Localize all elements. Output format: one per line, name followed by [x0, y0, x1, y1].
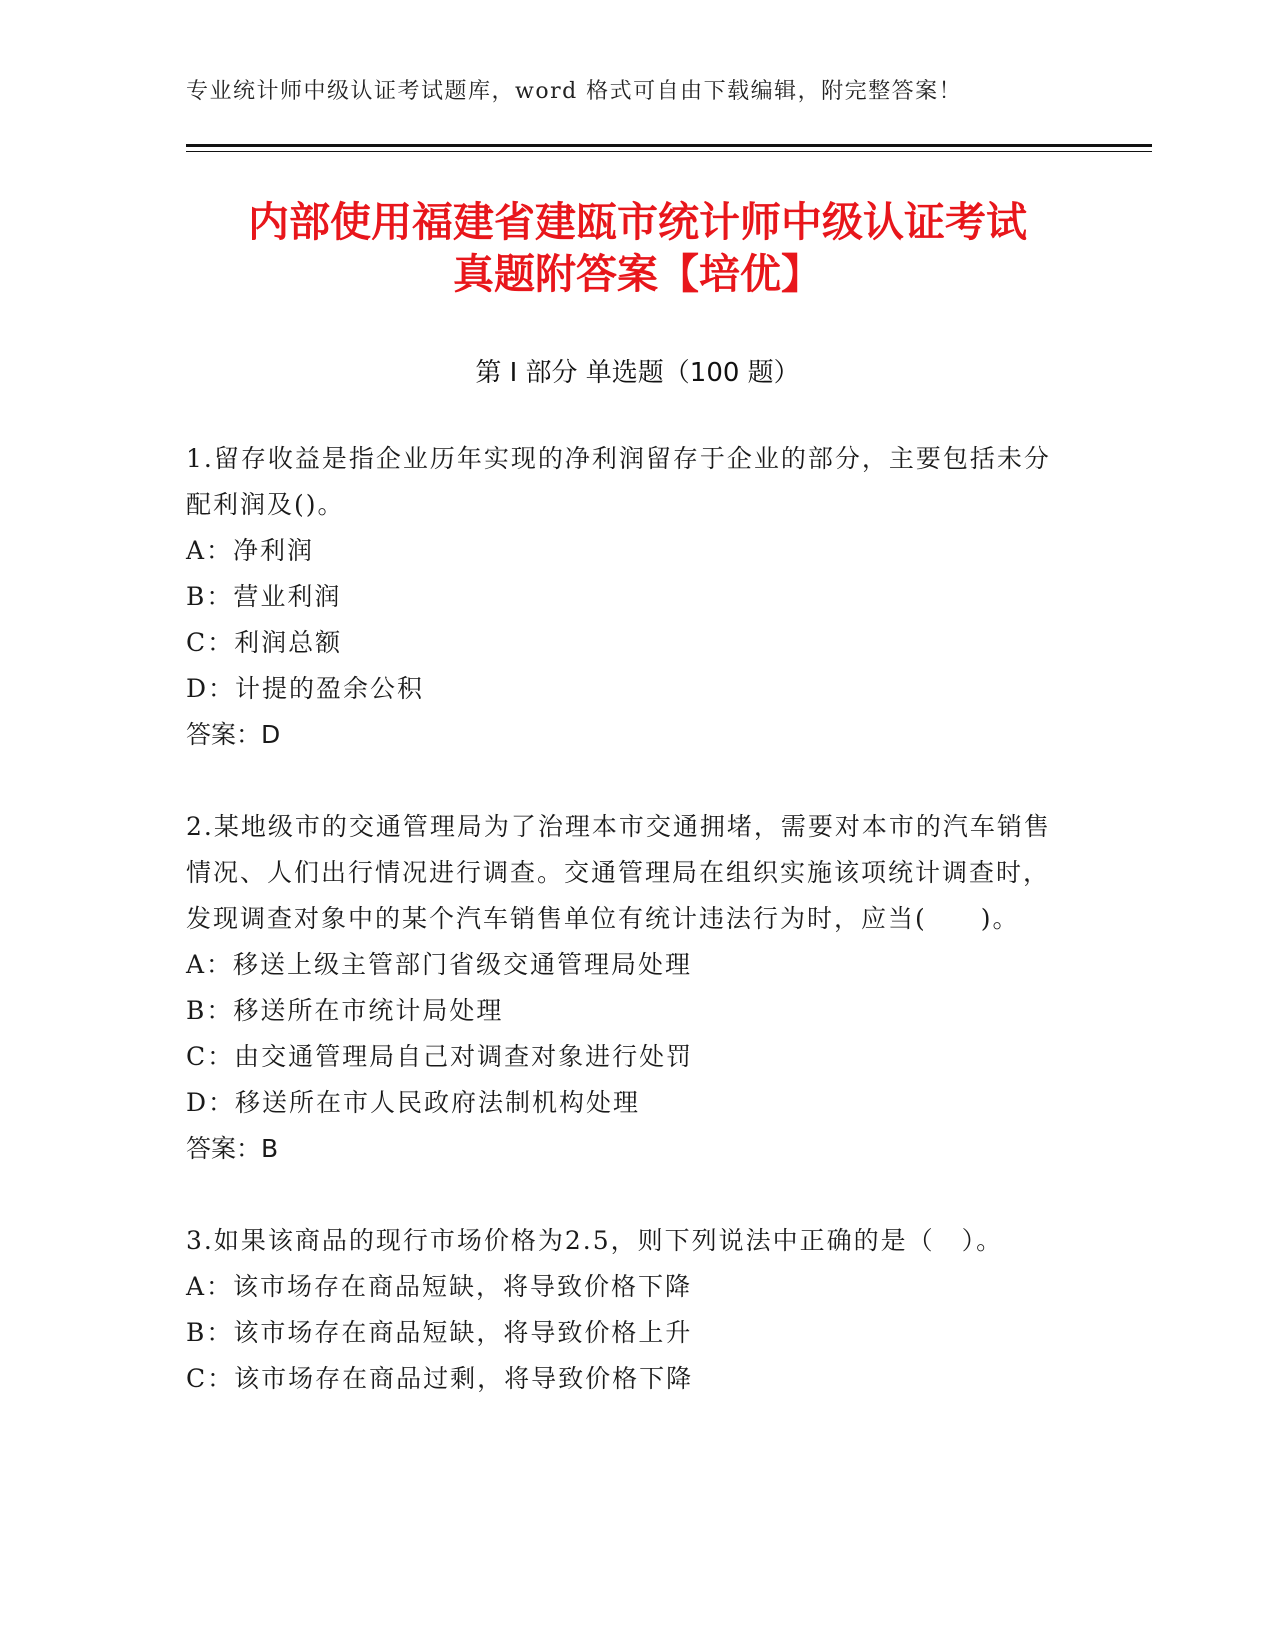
question-list — [186, 436, 1066, 1448]
question-text: 3.如果该商品的现行市场价格为2.5，则下列说法中正确的是（ ）。 — [186, 1226, 1004, 1255]
header-divider-thick — [186, 144, 1152, 147]
option-b: B：营业利润 — [186, 582, 342, 611]
option-b: B：移送所在市统计局处理 — [186, 996, 504, 1025]
section-heading: 第 I 部分 单选题（100 题） — [475, 358, 800, 388]
header-divider-thin — [186, 151, 1152, 152]
option-b: B：该市场存在商品短缺，将导致价格上升 — [186, 1318, 693, 1347]
option-a: A：移送上级主管部门省级交通管理局处理 — [186, 950, 693, 979]
option-c: C：该市场存在商品过剩，将导致价格下降 — [186, 1364, 694, 1393]
answer: 答案：B — [186, 1134, 279, 1163]
option-c: C：利润总额 — [186, 628, 343, 657]
option-c: C：由交通管理局自己对调查对象进行处罚 — [186, 1042, 694, 1071]
document-title — [150, 196, 1125, 300]
header-note: 专业统计师中级认证考试题库，word 格式可自由下载编辑，附完整答案！ — [186, 79, 963, 104]
question-text: 1.留存收益是指企业历年实现的净利润留存于企业的部分，主要包括未分配利润及()。 — [186, 444, 1051, 519]
title-line-2: 真题附答案【培优】 — [453, 250, 822, 298]
title-line-1: 内部使用福建省建瓯市统计师中级认证考试 — [248, 198, 1027, 246]
question-1 — [186, 436, 1066, 758]
question-text: 2.某地级市的交通管理局为了治理本市交通拥堵，需要对本市的汽车销售情况、人们出行情况进行调查。交通管理局在组织实施该项统计调查时，发现调查对象中的某个汽车销售单位有统计违法行为时，应当( )。 — [186, 812, 1051, 933]
option-d: D：计提的盈余公积 — [186, 674, 425, 703]
option-a: A：净利润 — [186, 536, 315, 565]
question-3 — [186, 1218, 1066, 1402]
option-a: A：该市场存在商品短缺，将导致价格下降 — [186, 1272, 693, 1301]
option-d: D：移送所在市人民政府法制机构处理 — [186, 1088, 641, 1117]
answer: 答案：D — [186, 720, 281, 749]
question-2 — [186, 804, 1066, 1172]
